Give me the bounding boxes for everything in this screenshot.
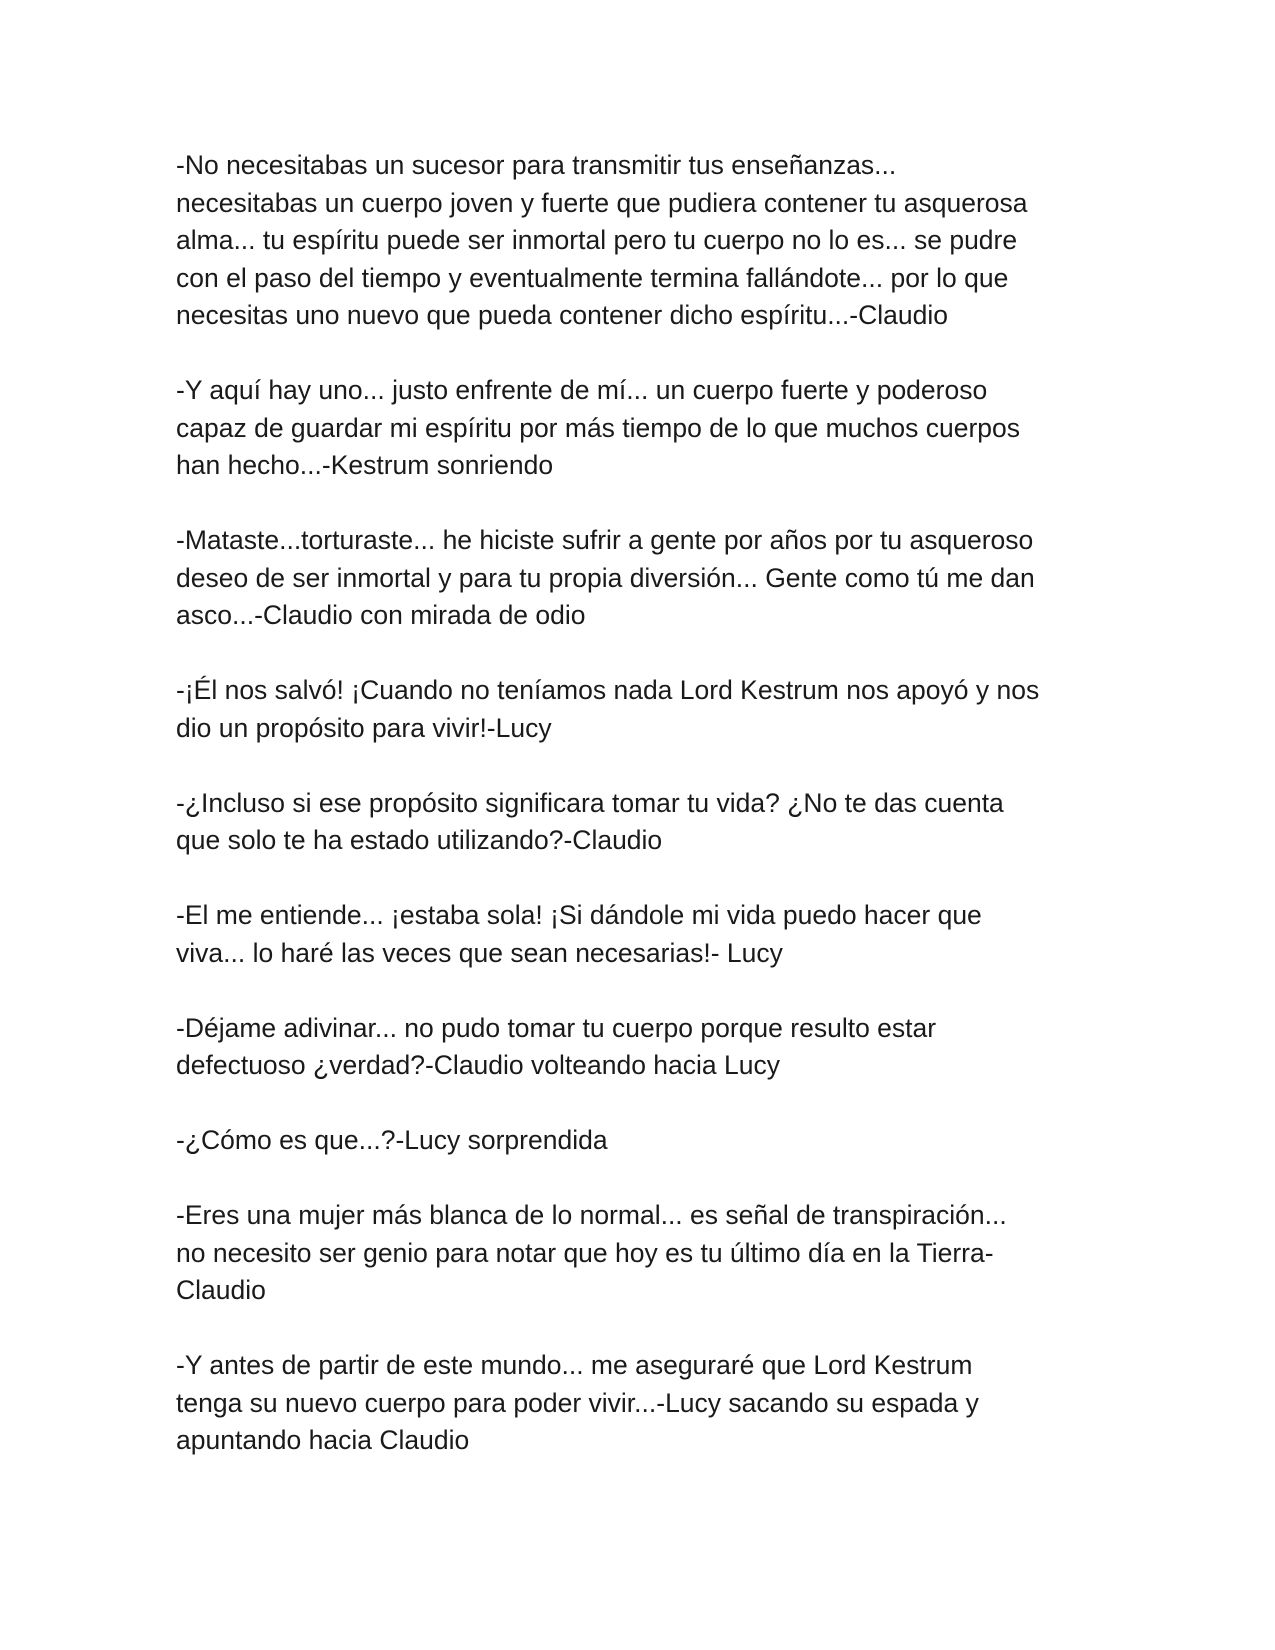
paragraph-4: -¡Él nos salvó! ¡Cuando no teníamos nada Lord Kestrum nos apoyó y nos dio un propósito para vivir!-Lucy bbox=[176, 675, 1040, 743]
document-body bbox=[176, 147, 1106, 1497]
paragraph-9: -Eres una mujer más blanca de lo normal... es señal de transpiración... no necesito ser genio para notar que hoy es tu último día en la Tierra- Claudio bbox=[176, 1200, 1007, 1305]
paragraph-1: -No necesitabas un sucesor para transmitir tus enseñanzas... necesitabas un cuerpo joven y fuerte que pudiera contener tu asquerosa alma... tu espíritu puede ser inmortal pero tu cuerpo no lo es... se pudre con el paso del tiempo y eventualmente termina fallándote... por lo que necesitas uno nuevo que pueda contener dicho espíritu...-Claudio bbox=[176, 150, 1028, 330]
paragraph-5: -¿Incluso si ese propósito significara tomar tu vida? ¿No te das cuenta que solo te ha estado utilizando?-Claudio bbox=[176, 787, 1004, 855]
paragraph-7: -Déjame adivinar... no pudo tomar tu cuerpo porque resulto estar defectuoso ¿verdad?-Claudio volteando hacia Lucy bbox=[176, 1012, 937, 1080]
paragraph-2: -Y aquí hay uno... justo enfrente de mí... un cuerpo fuerte y poderoso capaz de guardar mi espíritu por más tiempo de lo que muchos cuerpos han hecho...-Kestrum sonriendo bbox=[176, 375, 1021, 480]
paragraph-8: -¿Cómo es que...?-Lucy sorprendida bbox=[176, 1125, 608, 1155]
paragraph-3: -Mataste...torturaste... he hiciste sufrir a gente por años por tu asqueroso deseo de ser inmortal y para tu propia diversión... Gente como tú me dan asco...-Claudio con mirada de odio bbox=[176, 525, 1035, 630]
paragraph-6: -El me entiende... ¡estaba sola! ¡Si dándole mi vida puedo hacer que viva... lo haré las veces que sean necesarias!- Lucy bbox=[176, 900, 982, 968]
paragraph-10: -Y antes de partir de este mundo... me aseguraré que Lord Kestrum tenga su nuevo cuerpo para poder vivir...-Lucy sacando su espada y apuntando hacia Claudio bbox=[176, 1350, 979, 1455]
